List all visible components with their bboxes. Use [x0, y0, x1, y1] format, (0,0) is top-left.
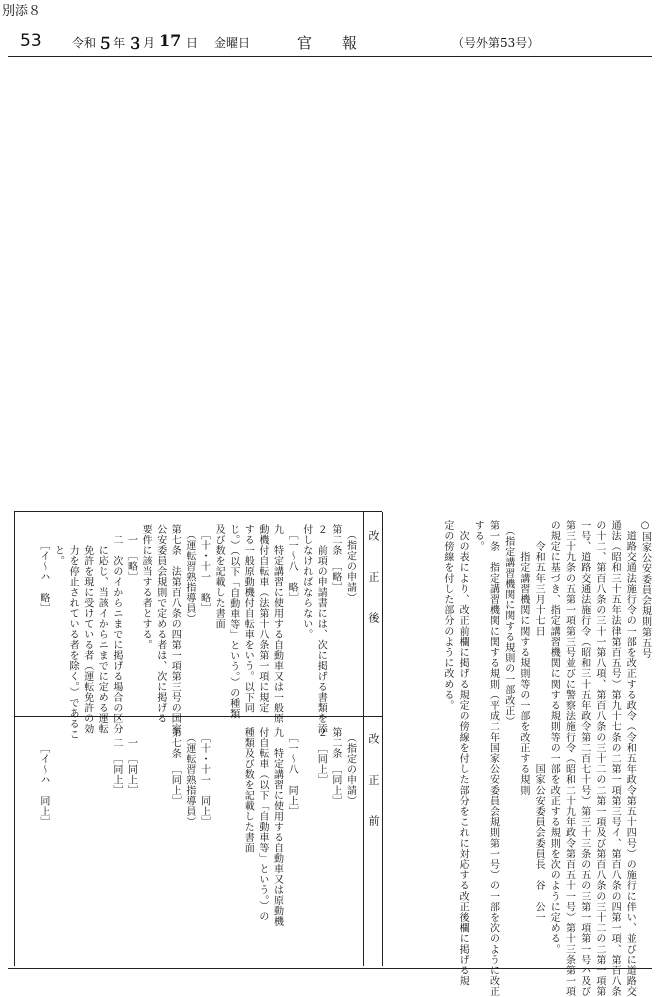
body-text-column: 道路交通法施行令の一部を改正する政令（令和五年政令第五十四号）の施行に伴い、並びに道路交 — [624, 520, 636, 997]
before-text-column: 第二条 ［同上］ — [329, 727, 341, 806]
before-text-column: ［イ～ハ 同上］ — [37, 727, 49, 827]
gazette-header — [0, 30, 659, 54]
after-text-column: ［イ～ハ 略］ — [37, 524, 49, 614]
body-text-column: ○国家公安委員会規則第五号 — [639, 520, 651, 659]
body-text-column: （指定講習機関に関する規則の一部改正） — [502, 520, 514, 727]
column-header-before: 改正前 — [367, 733, 380, 856]
after-text-column: 動機付自転車（法第十八条第一項に規定 — [256, 524, 268, 713]
body-text-column: 一号、道路交通法施行令（昭和三十五年政令第二百七十号）第三十三条の五の三第一項第一号ハ及び — [578, 520, 590, 997]
annex-label: 別添８ — [2, 4, 42, 19]
after-text-column: じ。）（以下「自動車等」という。）の種類 — [227, 524, 239, 719]
before-text-column: （運転習熟指導員） — [183, 727, 195, 827]
before-text-column: 付自転車（以下「自動車等」という。）の — [256, 727, 268, 922]
after-text-column: 公安委員会規則で定める者は、次に掲げる — [154, 524, 166, 724]
issue-number: （号外第53号） — [452, 36, 540, 50]
table-left-border — [14, 512, 15, 966]
date-year: ５ — [97, 34, 114, 53]
before-text-column: ［十・十一 同上］ — [198, 727, 210, 827]
before-text-column: 二 ［同上］ — [110, 727, 122, 796]
before-text-column: 種類及び数を記載した書面 — [242, 727, 254, 853]
body-text-column: 定の傍線を付した部分のように改める。 — [441, 520, 453, 711]
after-text-column: する一般原動機付自転車をいう。以下同 — [242, 524, 254, 713]
before-text-column: ［一～八 同上］ — [286, 727, 298, 817]
after-text-column: 免許を現に受けている者（運転免許の効 — [81, 524, 93, 734]
gazette-title: 官 報 — [297, 34, 358, 52]
date-month: ３ — [127, 34, 144, 53]
table-header-divider — [363, 512, 364, 966]
after-text-column: （指定の申請） — [344, 524, 356, 603]
body-text-column: する。 — [472, 520, 484, 552]
after-text-column: 及び数を記載した書面 — [213, 524, 225, 629]
before-text-column: ２ ［同上］ — [315, 727, 327, 785]
body-text-column: 第一条 指定講習機関に関する規則（平成二年国家公安委員会規則第一号）の一部を次のように改正 — [487, 520, 499, 997]
table-top-border — [14, 511, 382, 512]
footer-rule — [8, 968, 652, 969]
after-text-column: ２ 前項の申請書には、次に掲げる書類を添 — [315, 524, 327, 734]
before-text-column: （指定の申請） — [344, 727, 356, 806]
body-text-column: の規定に基づき、指定講習機関に関する規則等の一部を改正する規則を次のように定める。 — [548, 520, 560, 955]
month-unit: 月 — [143, 36, 156, 50]
after-text-column: と。 — [52, 524, 64, 566]
body-text-column: 令和五年三月十七日 国家公安委員会委員長 谷 公一 — [533, 520, 545, 923]
after-text-column: （運転習熟指導員） — [183, 524, 195, 624]
header-rule — [8, 56, 652, 57]
after-text-column: ［十・十一 略］ — [198, 524, 210, 614]
day-unit: 日 — [186, 36, 199, 50]
after-text-column: 付しなければならない。 — [300, 524, 312, 640]
after-text-column: ［一～八 略］ — [286, 524, 298, 603]
body-text-column: 通法（昭和三十五年法律第百五号）第九十七条の二第一項第三号イ、第百八条の四第一項、第百八条 — [609, 520, 621, 997]
after-text-column: 第二条 ［略］ — [329, 524, 341, 593]
before-text-column: 九 特定講習に使用する自動車又は原動機 — [271, 727, 283, 927]
column-header-after: 改正後 — [367, 530, 380, 653]
before-text-column: 第七条 ［同上］ — [169, 727, 181, 806]
date-prefix: 令和 — [72, 36, 97, 50]
after-text-column: 力を停止されている者を除く。）であるこ — [67, 524, 79, 740]
table-right-border — [382, 512, 383, 966]
after-text-column: 第七条 法第百八条の四第一項第三号の国家 — [169, 524, 181, 734]
year-unit: 年 — [113, 36, 126, 50]
after-text-column: 二 次のイからニまでに掲げる場合の区分 — [110, 524, 122, 734]
before-text-column: 一 ［同上］ — [125, 727, 137, 796]
after-text-column: 要件に該当する者とする。 — [140, 524, 152, 650]
date-day: 17 — [159, 31, 182, 50]
after-text-column: 九 特定講習に使用する自動車又は一般原 — [271, 524, 283, 724]
after-text-column: 一 ［略］ — [125, 524, 137, 582]
body-text-column: の十二、第百八条の三十一第八項、第百八条の三十二の二第一項及び第百八条の三十二の二第一項第 — [593, 520, 605, 997]
after-text-column: に応じ、当該イからニまでに定める運転 — [96, 524, 108, 734]
body-text-column: 指定講習機関に関する規則等の一部を改正する規則 — [517, 520, 529, 796]
body-text-column: 次の表により、改正前欄に掲げる規定の傍線を付した部分をこれに対応する改正後欄に掲げる規 — [457, 520, 469, 987]
body-text-column: 第三十九条の五第一項第三号並びに警察法施行令（昭和二十九年政令第百五十一号）第十三条第一項 — [563, 520, 575, 997]
weekday: 金曜日 — [214, 36, 251, 50]
page-number: 53 — [20, 31, 42, 51]
